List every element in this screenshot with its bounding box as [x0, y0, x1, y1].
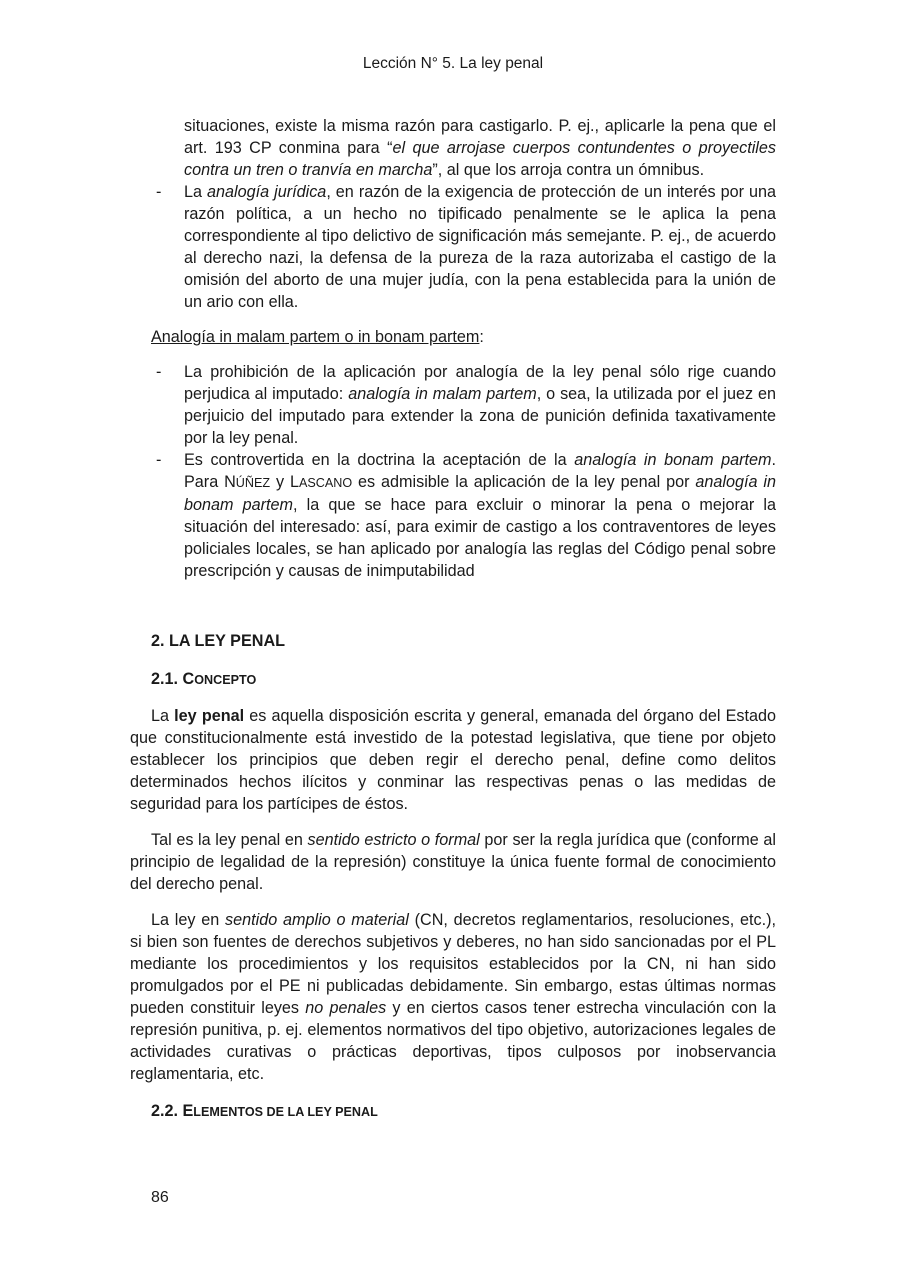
- text-run: y L: [270, 473, 299, 491]
- page-number: 86: [151, 1189, 169, 1206]
- italic-run: sentido estricto o formal: [307, 831, 480, 849]
- text-run: , la que se hace para excluir o minorar la pena o mejorar la situación del interesado: así, para eximir de castigo a los contraventores de leyes policiales locales, se han aplicado por analogía las reglas del Código penal sobre prescripción y causas de inimputabilidad: [184, 496, 776, 580]
- italic-run: el que arrojase cuerpos contundentes o proyectiles contra un tren o tranvía en marcha: [184, 139, 776, 179]
- text-run: situaciones, existe la misma razón para castigarlo. P. ej., aplicarle la pena que el art. 193 CP conmina para “: [184, 117, 776, 157]
- list-dash: -: [156, 363, 162, 381]
- list-item-malam-partem: [156, 361, 776, 449]
- list-item-bonam-partem: [156, 449, 777, 582]
- text-run: La prohibición de la aplicación por analogía de la ley penal sólo rige cuando perjudica al imputado:: [184, 363, 776, 403]
- subheading-text: Analogía in malam partem o in bonam partem: [151, 328, 480, 346]
- subheading-analogia: [151, 326, 776, 348]
- text-run: Tal es la ley penal en: [151, 831, 308, 849]
- heading-smallcaps: LEMENTOS DE LA LEY PENAL: [193, 1105, 378, 1119]
- list-item-text: [184, 449, 776, 582]
- smallcaps-run: ÚÑEZ: [235, 476, 271, 490]
- text-run: es aquella disposición escrita y general, emanada del órgano del Estado que constitucionalmente está investido de la potestad legislativa, que tiene por objeto establecer los principios que deben regir el derecho penal, define como delitos determinados hechos ilícitos y conminar las respectivas penas o las medidas de seguridad para los partícipes de éstos.: [130, 707, 777, 813]
- subheading-colon: :: [479, 328, 484, 346]
- text-run: La: [151, 707, 175, 725]
- list-dash: -: [156, 183, 162, 201]
- paragraph-ley-penal: [130, 705, 776, 815]
- italic-run: analogía in malam partem: [348, 385, 537, 403]
- section-heading-2-1: [151, 668, 776, 691]
- italic-run: sentido amplio o material: [225, 911, 409, 929]
- italic-run: analogía in bonam partem: [184, 473, 776, 514]
- list-item-analogia-juridica: [156, 181, 776, 313]
- text-run: (CN, decretos reglamentarios, resoluciones, etc.), si bien son fuentes de derechos subjetivos y deberes, no han sido sancionadas por el PL mediante los procedimientos y los requisitos establecidos por la CN, ni han sido promulgados por el PE ni publicadas debidamente. Sin embargo, estas últimas normas pueden constituir leyes: [130, 911, 777, 1017]
- list-item-text: [184, 361, 776, 449]
- bold-run: ley penal: [174, 707, 245, 725]
- italic-run: analogía jurídica: [207, 183, 327, 201]
- list-item-text: [184, 181, 776, 313]
- text-run: es admisible la aplicación de la ley penal por: [352, 473, 696, 491]
- text-run: ”, al que los arroja contra un ómnibus.: [432, 161, 705, 179]
- text-run: por ser la regla jurídica que (conforme al principio de legalidad de la represión) constituye la única fuente formal de conocimiento del derecho penal.: [130, 831, 776, 893]
- page-content: [130, 115, 776, 1123]
- text-run: La ley en: [151, 911, 226, 929]
- continuation-paragraph: [184, 115, 776, 181]
- heading-number: 2.2. E: [151, 1102, 194, 1120]
- paragraph-sentido-estricto: [130, 829, 776, 895]
- heading-number: 2.1. C: [151, 670, 195, 688]
- paragraph-sentido-amplio: [130, 909, 776, 1085]
- section-heading-2: 2. LA LEY PENAL: [151, 632, 286, 650]
- section-heading-2-2: [151, 1100, 776, 1123]
- text-run: , en razón de la exigencia de protección de un interés por una razón política, a un hecho no tipificado penalmente se le aplica la pena correspondiente al tipo delictivo de significación más semejante. P. ej., de acuerdo al derecho nazi, la defensa de la pureza de la raza autorizaba el castigo de la omisión del aborto de una mujer judía, con la pena establecida para la unión de un ario con ella.: [184, 183, 776, 311]
- list-dash: -: [156, 451, 162, 469]
- text-run: La: [184, 183, 208, 201]
- text-run: y en ciertos casos tener estrecha vinculación con la represión punitiva, p. ej. elementos normativos del tipo objetivo, autorizaciones legales de actividades curativas o prácticas deportivas, tipos culposos por inobservancia reglamentaria, etc.: [130, 999, 776, 1083]
- text-run: . Para N: [184, 451, 777, 491]
- text-run: Es controvertida en la doctrina la aceptación de la: [184, 451, 575, 469]
- italic-run: no penales: [305, 999, 387, 1017]
- heading-smallcaps: ONCEPTO: [194, 673, 257, 687]
- text-run: , o sea, la utilizada por el juez en perjuicio del imputado para extender la zona de punición definida taxativamente por la ley penal.: [184, 385, 776, 447]
- page-header: Lección N° 5. La ley penal: [362, 55, 544, 72]
- italic-run: analogía in bonam partem: [574, 451, 772, 469]
- smallcaps-run: ASCANO: [298, 476, 353, 490]
